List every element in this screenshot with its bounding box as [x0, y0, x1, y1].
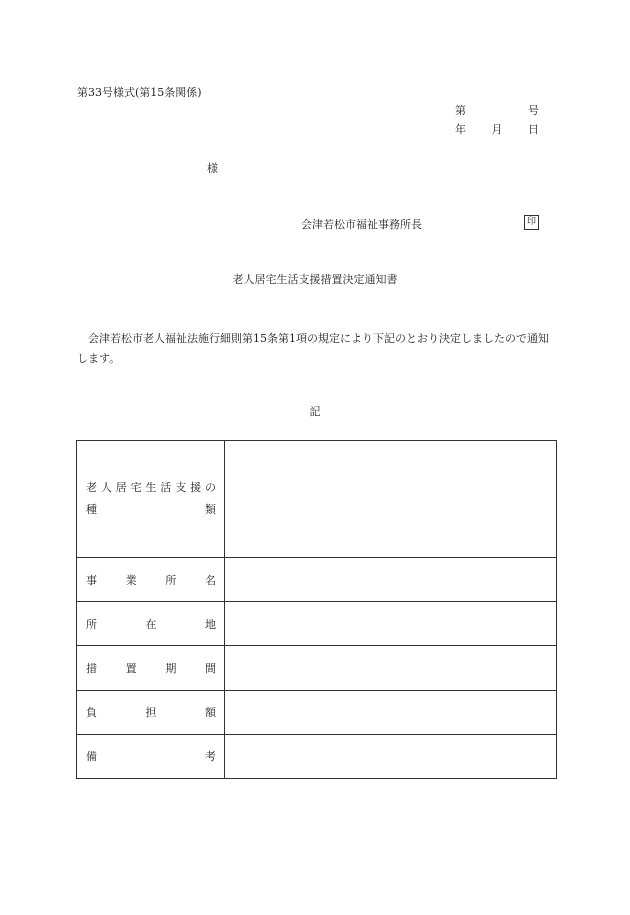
value-remarks[interactable] [225, 734, 557, 778]
table-row-facility-name [77, 558, 557, 602]
document-number-line [455, 104, 539, 117]
table-row-support-type [77, 441, 557, 558]
number-suffix: 号 [528, 104, 539, 117]
ki-heading: 記 [309, 405, 321, 418]
value-period[interactable] [225, 646, 557, 690]
value-facility-name[interactable] [225, 558, 557, 602]
details-table [76, 440, 557, 779]
issuer-name: 会津若松市福祉事務所長 [301, 218, 422, 231]
seal-box: 印 [524, 215, 539, 230]
date-year: 年 [455, 123, 466, 136]
label-location: 所 在 地 [77, 602, 225, 646]
document-title: 老人居宅生活支援措置決定通知書 [232, 273, 398, 286]
date-line [455, 123, 539, 136]
value-support-type[interactable] [225, 441, 557, 558]
label-support-type [77, 441, 225, 558]
label-support-type-line1: 老 人 居 宅 生 活 支 援 の [86, 481, 216, 494]
form-number: 第33号様式(第15条関係) [77, 86, 202, 99]
value-burden[interactable] [225, 690, 557, 734]
number-prefix: 第 [455, 104, 466, 117]
date-day: 日 [528, 123, 539, 136]
label-remarks: 備 考 [77, 734, 225, 778]
label-support-type-line2: 種 類 [86, 503, 216, 516]
date-month: 月 [491, 123, 503, 136]
table-row-burden [77, 690, 557, 734]
value-location[interactable] [225, 602, 557, 646]
label-period: 措 置 期 間 [77, 646, 225, 690]
table-row-period [77, 646, 557, 690]
label-burden: 負 担 額 [77, 690, 225, 734]
table-row-location [77, 602, 557, 646]
table-row-remarks [77, 734, 557, 778]
addressee-suffix: 様 [207, 162, 218, 175]
body-text: 会津若松市老人福祉法施行細則第15条第1項の規定により下記のとおり決定しましたので通知します。 [77, 332, 549, 365]
label-facility-name: 事 業 所 名 [77, 558, 225, 602]
